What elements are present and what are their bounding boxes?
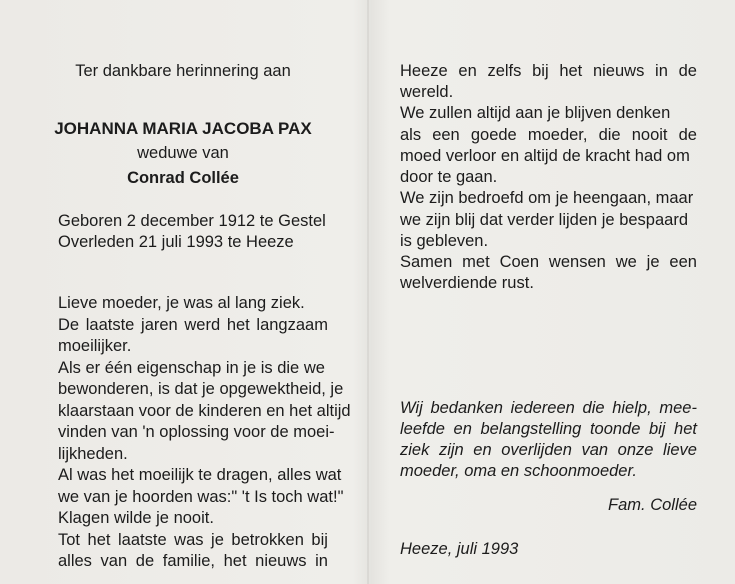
text-line: door te gaan. <box>400 168 498 186</box>
text-line: moeilijker. <box>58 337 132 355</box>
text-line: moed verloor en altijd de kracht had om <box>400 147 690 165</box>
thanks-line: leefde en belangstelling toonde bij het <box>400 420 697 438</box>
text-line: De laatste jaren werd het langzaam <box>58 316 328 334</box>
text-line: Als er één eigenschap in je is die we <box>58 359 325 377</box>
text-line: klaarstaan voor de kinderen en het altijd <box>58 402 351 420</box>
birth-info: Geboren 2 december 1912 te Gestel <box>58 212 326 230</box>
deceased-name: JOHANNA MARIA JACOBA PAX <box>54 119 312 138</box>
text-line: Samen met Coen wensen we je een <box>400 253 697 271</box>
thanks-line: ziek zijn en overlijden van onze lieve <box>400 441 697 459</box>
text-line: is gebleven. <box>400 232 489 250</box>
thanks-line: Wij bedanken iedereen die hielp, mee- <box>400 399 697 417</box>
text-line: We zijn bedroefd om je heengaan, maar <box>400 189 694 207</box>
widow-of-text: weduwe van <box>137 144 229 162</box>
spouse-name: Conrad Collée <box>127 169 239 187</box>
thanks-line: moeder, oma en schoonmoeder. <box>400 462 637 480</box>
text-line: Tot het laatste was je betrokken bij <box>58 531 328 549</box>
card-fold <box>367 0 369 584</box>
death-info: Overleden 21 juli 1993 te Heeze <box>58 233 294 251</box>
text-line: Heeze en zelfs bij het nieuws in de <box>400 62 697 80</box>
text-line: lijkheden. <box>58 445 128 463</box>
text-line: bewonderen, is dat je opgewektheid, je <box>58 380 344 398</box>
text-line: We zullen altijd aan je blijven denken <box>400 104 671 122</box>
text-line: welverdiende rust. <box>400 274 534 292</box>
text-line: Klagen wilde je nooit. <box>58 509 214 527</box>
text-line: alles van de familie, het nieuws in <box>58 552 328 570</box>
intro-text: Ter dankbare herinnering aan <box>75 62 291 80</box>
text-line: Lieve moeder, je was al lang ziek. <box>58 294 305 312</box>
text-line: wereld. <box>400 83 454 101</box>
text-line: als een goede moeder, die nooit de <box>400 126 697 144</box>
text-line: vinden van 'n oplossing voor de moei- <box>58 423 335 441</box>
family-signature: Fam. Collée <box>608 496 697 514</box>
text-line: we van je hoorden was:" 't Is toch wat!" <box>58 488 344 506</box>
place-date: Heeze, juli 1993 <box>400 540 519 558</box>
text-line: Al was het moeilijk te dragen, alles wat <box>58 466 342 484</box>
text-line: we zijn blij dat verder lijden je bespaard <box>400 211 688 229</box>
